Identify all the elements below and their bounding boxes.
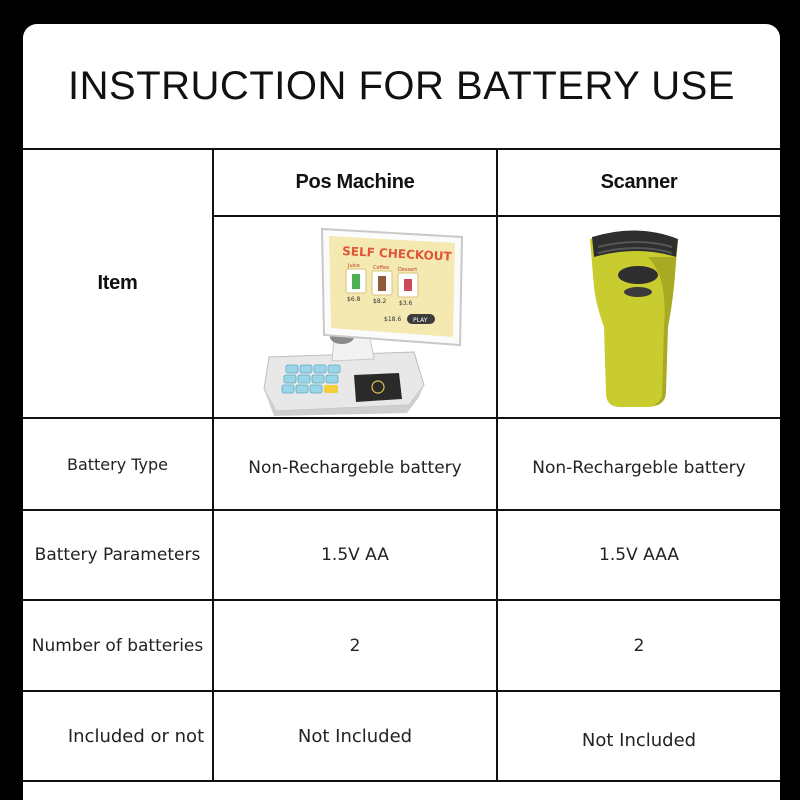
- row-pos-number-of-batteries: 2: [349, 635, 361, 656]
- row-scanner-battery-type: Non-Rechargeble battery: [532, 458, 746, 478]
- product-price-0: $6.8: [347, 296, 361, 303]
- row-scanner-battery-parameters: 1.5V AAA: [599, 545, 679, 565]
- pos-machine-image: [214, 217, 496, 417]
- row-scanner-included-or-not: Not Included: [581, 729, 697, 751]
- scanner-illustration: [498, 217, 780, 417]
- row-label-number-of-batteries: Number of batteries: [31, 635, 204, 656]
- pos-machine-illustration: [214, 217, 496, 417]
- header-item: Item: [97, 272, 138, 294]
- scanner-image: [498, 217, 780, 417]
- row-pos-battery-type: Non-Rechargeble battery: [248, 458, 462, 478]
- instruction-card: [23, 24, 780, 800]
- product-price-1: $8.2: [373, 298, 387, 305]
- page-title: INSTRUCTION FOR BATTERY USE: [68, 63, 735, 108]
- product-name-0: Juice: [348, 263, 360, 269]
- row-label-included-or-not: Included or not: [67, 725, 205, 747]
- row-scanner-number-of-batteries: 2: [633, 635, 645, 656]
- product-price-2: $3.6: [399, 300, 413, 307]
- row-label-battery-parameters: Battery Parameters: [34, 545, 201, 565]
- row-pos-battery-parameters: 1.5V AA: [321, 545, 389, 565]
- screen-play: PLAY: [413, 317, 428, 324]
- row-pos-included-or-not: Not Included: [297, 725, 413, 747]
- header-pos-machine: Pos Machine: [295, 171, 415, 193]
- product-name-1: Coffee: [373, 265, 390, 271]
- row-label-battery-type: Battery Type: [66, 454, 169, 474]
- screen-heading: SELF CHECKOUT: [341, 244, 453, 264]
- header-scanner: Scanner: [600, 171, 678, 193]
- screen-total: $18.6: [384, 316, 402, 323]
- product-name-2: Dessert: [398, 267, 418, 273]
